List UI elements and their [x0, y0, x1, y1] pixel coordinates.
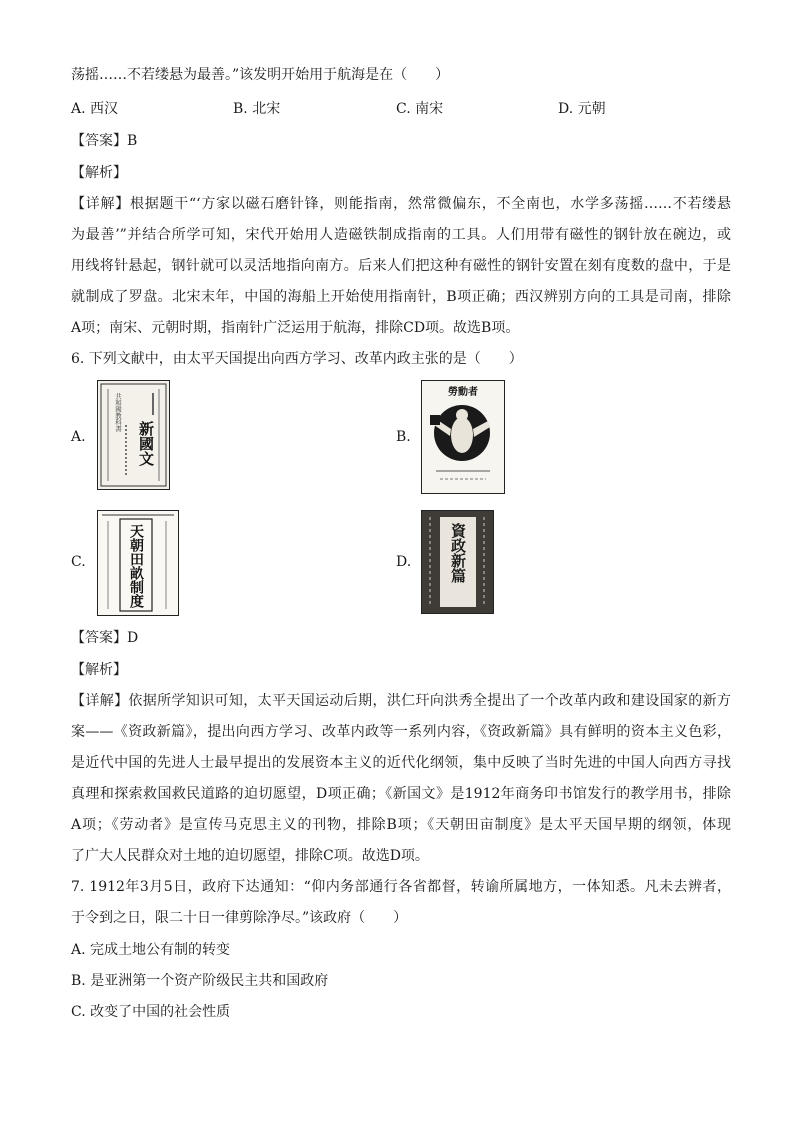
q5-detail-line-4: 就制成了罗盘。北宋末年，中国的海船上开始使用指南针，B项正确；西汉辨别方向的工具是司南，排除 — [71, 289, 731, 305]
q6-option-d-letter: D. — [396, 554, 412, 570]
q6-analysis-label: 【解析】 — [71, 662, 127, 678]
q6-detail-line-2: 案——《资政新篇》，提出向西方学习、改革内政等一系列内容，《资政新篇》具有鲜明的资本主义色彩， — [71, 724, 731, 740]
q6-option-a-title-text: 新國文 — [137, 421, 155, 466]
q6-option-c-title-text: 天朝田畝制度 — [128, 524, 144, 608]
q6-option-b-image — [421, 380, 505, 494]
q6-stem: 6. 下列文献中，由太平天国提出向西方学习、改革内政主张的是（ ） — [71, 351, 523, 367]
q7-stem-line-2: 于令到之日，限二十日一律剪除净尽。”该政府（ ） — [71, 910, 408, 926]
q6-option-b-title-text: 勞動者 — [448, 387, 478, 398]
q5-answer: 【答案】B — [71, 133, 138, 149]
q7-option-b: B. 是亚洲第一个资产阶级民主共和国政府 — [71, 973, 329, 989]
q5-option-b: B. 北宋 — [233, 101, 281, 117]
q6-option-c-image — [97, 510, 179, 616]
q5-detail-line-3: 用线将针悬起，钢针就可以灵活地指向南方。后来人们把这种有磁性的钢针安置在刻有度数的盘中，于是 — [71, 258, 731, 274]
q6-detail-line-4: 真理和探索救国救民道路的迫切愿望，D项正确；《新国文》是1912年商务印书馆发行的教学用书，排除 — [71, 786, 731, 802]
q6-option-a-letter: A. — [71, 429, 86, 445]
q7-option-c: C. 改变了中国的社会性质 — [71, 1004, 231, 1020]
q5-analysis-label: 【解析】 — [71, 165, 127, 181]
q6-option-a-image — [97, 380, 170, 490]
q7-stem-line-1: 7. 1912年3月5日，政府下达通知：“仰内务部通行各省都督，转谕所属地方，一体知悉。凡未去辨者， — [71, 879, 731, 895]
q7-option-a: A. 完成土地公有制的转变 — [71, 942, 231, 958]
q5-detail-line-2: 为最善’”并结合所学可知，宋代开始用人造磁铁制成指南的工具。人们用带有磁性的钢针放在碗边，或 — [71, 227, 731, 243]
q5-option-a: A. 西汉 — [71, 101, 119, 117]
q6-detail-line-3: 是近代中国的先进人士最早提出的发展资本主义的近代化纲领，集中反映了当时先进的中国人向西方寻找 — [71, 755, 731, 771]
q6-option-d-image — [421, 510, 494, 614]
q6-answer: 【答案】D — [71, 630, 139, 646]
q5-option-d: D. 元朝 — [558, 101, 606, 117]
q6-detail-line-6: 了广大人民群众对土地的迫切愿望，排除C项。故选D项。 — [71, 848, 429, 864]
q6-option-b-letter: B. — [396, 429, 411, 445]
q6-option-c-letter: C. — [71, 554, 86, 570]
q5-detail-line-1: 【详解】根据题干“‘方家以磁石磨针锋，则能指南，然常微偏东，不全南也，水学多荡摇……不若缕悬 — [71, 196, 731, 212]
q6-detail-line-1: 【详解】依据所学知识可知，太平天国运动后期，洪仁玕向洪秀全提出了一个改革内政和建设国家的新方 — [71, 693, 731, 709]
q5-detail-line-5: A项；南宋、元朝时期，指南针广泛运用于航海，排除CD项。故选B项。 — [71, 320, 520, 336]
q5-option-c: C. 南宋 — [396, 101, 444, 117]
q6-option-d-title-text: 資政新篇 — [449, 523, 467, 583]
q6-detail-line-5: A项；《劳动者》是宣传马克思主义的刊物，排除B项；《天朝田亩制度》是太平天国早期的纲领，体现 — [71, 817, 731, 833]
q5-stem-tail: 荡摇……不若缕悬为最善。”该发明开始用于航海是在（ ） — [71, 67, 450, 83]
q6-option-a-side-text: 共和國教科書 — [114, 393, 122, 432]
